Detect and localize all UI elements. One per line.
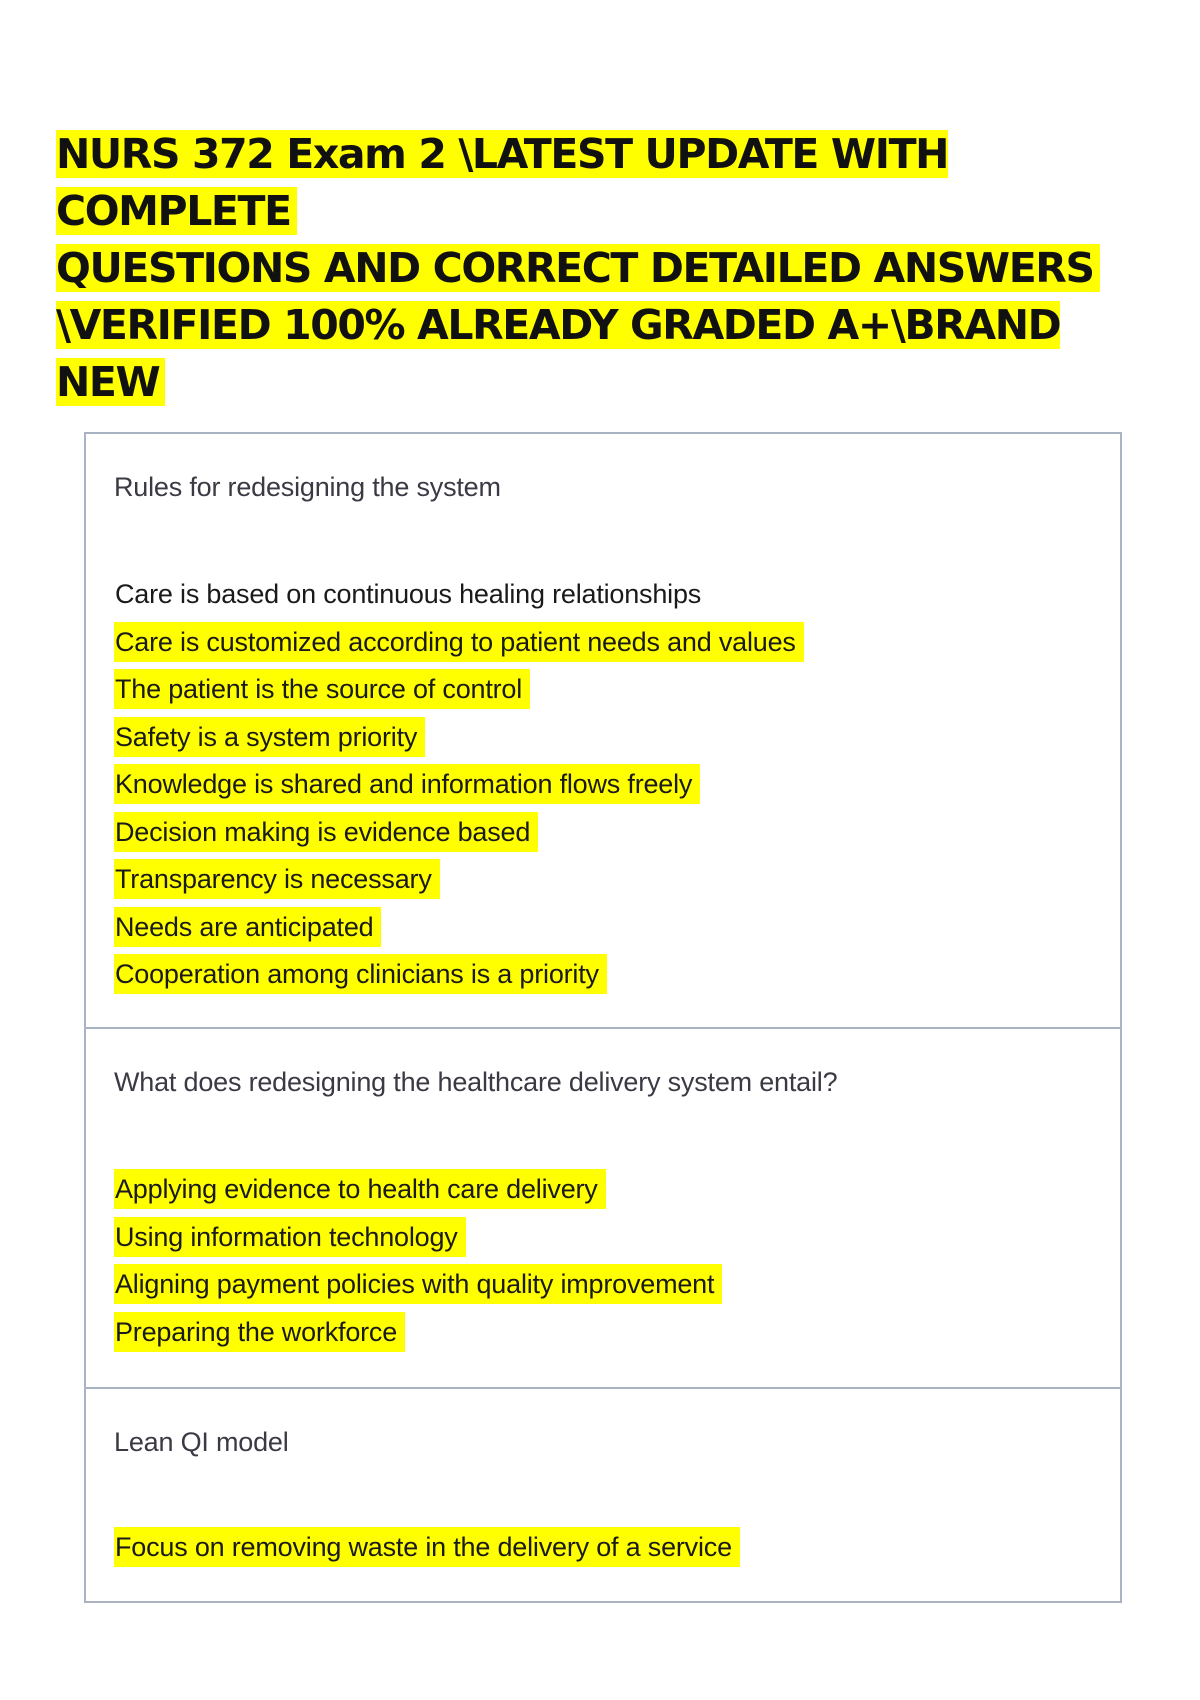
answer-text: The patient is the source of control	[114, 669, 530, 709]
answer-text: Transparency is necessary	[114, 859, 440, 899]
answer-text: Care is customized according to patient needs and values	[114, 622, 804, 662]
answer-text: Cooperation among clinicians is a priority	[114, 954, 607, 994]
answer-item	[114, 574, 804, 622]
answer-text: Knowledge is shared and information flows freely	[114, 764, 700, 804]
question-text: What does redesigning the healthcare delivery system entail?	[114, 1067, 838, 1097]
answer-item	[114, 907, 804, 955]
answer-text: Needs are anticipated	[114, 907, 381, 947]
title-line: NURS 372 Exam 2 \LATEST UPDATE WITH COMPLETE	[56, 130, 949, 235]
answer-text: Safety is a system priority	[114, 717, 425, 757]
question-text: Rules for redesigning the system	[114, 472, 501, 502]
answer-item	[114, 812, 804, 860]
question-text: Lean QI model	[114, 1427, 289, 1457]
answer-item	[114, 1217, 722, 1265]
answer-item	[114, 954, 804, 1002]
answer-text: Focus on removing waste in the delivery of a service	[114, 1527, 740, 1567]
flashcard-lean-qi	[84, 1387, 1122, 1603]
flashcard-redesign-entail	[84, 1027, 1122, 1389]
answer-item	[114, 717, 804, 765]
answer-text: Care is based on continuous healing relationships	[115, 579, 702, 609]
answer-item	[114, 1527, 740, 1575]
answer-text: Decision making is evidence based	[114, 812, 538, 852]
answer-text: Aligning payment policies with quality improvement	[114, 1264, 722, 1304]
answer-item	[114, 1169, 722, 1217]
answer-item	[114, 622, 804, 670]
answer-text: Using information technology	[114, 1217, 466, 1257]
title-line: \VERIFIED 100% ALREADY GRADED A+\BRAND NEW	[56, 301, 1061, 406]
document-title	[56, 126, 1156, 411]
flashcard-rules-redesign	[84, 432, 1122, 1029]
answer-list	[114, 1527, 740, 1575]
answer-item	[114, 859, 804, 907]
answer-item	[114, 669, 804, 717]
answer-list	[114, 574, 804, 1002]
title-line: QUESTIONS AND CORRECT DETAILED ANSWERS	[56, 240, 1156, 297]
answer-list	[114, 1169, 722, 1359]
answer-text: Preparing the workforce	[114, 1312, 405, 1352]
answer-item	[114, 1264, 722, 1312]
answer-item	[114, 1312, 722, 1360]
answer-text: Applying evidence to health care delivery	[114, 1169, 606, 1209]
answer-item	[114, 764, 804, 812]
